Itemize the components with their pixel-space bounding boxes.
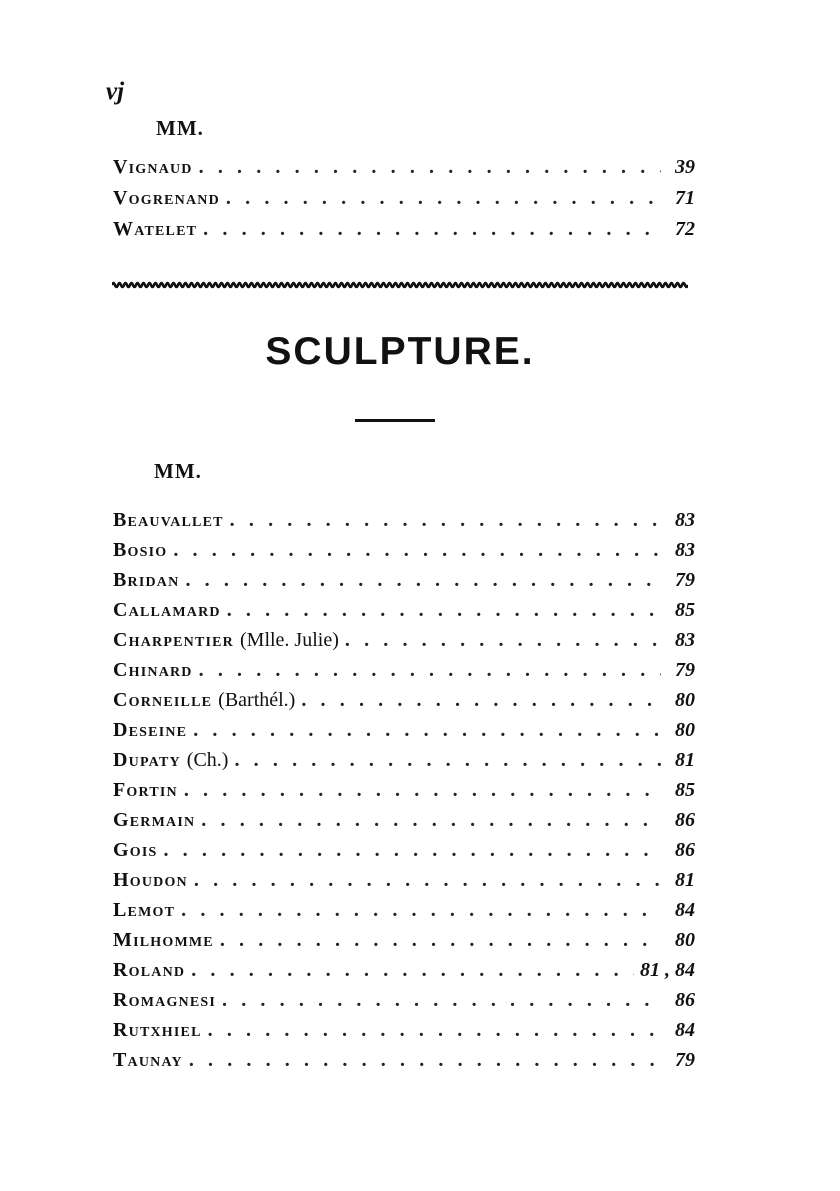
dot-leader	[189, 1045, 661, 1075]
entry-name: Roland	[113, 959, 186, 981]
entry-name: Bridan	[113, 569, 180, 591]
entry-name: Callamard	[113, 599, 221, 621]
index-entry	[113, 715, 695, 745]
index-entry	[113, 1045, 695, 1075]
entry-page: 83	[675, 539, 695, 561]
entry-name: Dupaty	[113, 749, 181, 771]
entry-name: Vignaud	[113, 156, 193, 178]
dot-leader	[222, 985, 661, 1015]
index-entry	[113, 183, 695, 214]
index-entry	[113, 925, 695, 955]
index-entry	[113, 1015, 695, 1045]
dot-leader	[173, 535, 661, 565]
index-entry	[113, 955, 695, 985]
entry-page: 84	[675, 899, 695, 921]
entry-page: 85	[675, 599, 695, 621]
entry-name: Lemot	[113, 899, 176, 921]
dot-leader	[184, 775, 661, 805]
dot-leader	[234, 745, 661, 775]
entry-name: Houdon	[113, 869, 188, 891]
dot-leader	[199, 152, 661, 183]
page-folio: vj	[106, 78, 125, 105]
entry-page: 80	[675, 719, 695, 741]
entry-name: Charpentier	[113, 629, 234, 651]
entry-page: 80	[675, 929, 695, 951]
entry-page: 83	[675, 509, 695, 531]
dot-leader	[194, 865, 661, 895]
entry-qualifier: (Mlle. Julie)	[240, 629, 339, 651]
entry-name: Fortin	[113, 779, 178, 801]
entry-name: Romagnesi	[113, 989, 217, 1011]
entry-name: Corneille	[113, 689, 213, 711]
dot-leader	[199, 655, 661, 685]
dot-leader	[193, 715, 661, 745]
dot-leader	[345, 625, 661, 655]
index-entry	[113, 505, 695, 535]
entry-name: Deseine	[113, 719, 188, 741]
dot-leader	[220, 925, 661, 955]
index-entry	[113, 595, 695, 625]
entry-page: 79	[675, 659, 695, 681]
index-entry	[113, 895, 695, 925]
entry-page: 86	[675, 989, 695, 1011]
entry-page: 81	[675, 749, 695, 771]
section-heading-sculpture: MM.	[154, 459, 202, 483]
index-entry	[113, 775, 695, 805]
entry-name: Rutxhiel	[113, 1019, 202, 1041]
entry-page: 79	[675, 569, 695, 591]
index-entry	[113, 625, 695, 655]
entry-name: Beauvallet	[113, 509, 224, 531]
entry-page: 83	[675, 629, 695, 651]
entry-page: 81 , 84	[640, 959, 695, 981]
entry-page: 86	[675, 809, 695, 831]
index-entry	[113, 214, 695, 245]
entry-name: Germain	[113, 809, 196, 831]
dot-leader	[201, 805, 661, 835]
index-entry	[113, 565, 695, 595]
entry-page: 81	[675, 869, 695, 891]
ornamental-wavy-rule	[112, 280, 688, 290]
section-title-sculpture: SCULPTURE.	[265, 330, 535, 373]
entry-name: Milhomme	[113, 929, 214, 951]
index-entry	[113, 985, 695, 1015]
entry-page: 80	[675, 689, 695, 711]
dot-leader	[185, 565, 661, 595]
dot-leader	[301, 685, 661, 715]
entry-qualifier: (Ch.)	[186, 749, 229, 771]
index-entry	[113, 535, 695, 565]
dot-leader	[181, 895, 661, 925]
index-entry	[113, 865, 695, 895]
index-entry	[113, 685, 695, 715]
index-entry	[113, 152, 695, 183]
entry-name: Chinard	[113, 659, 193, 681]
top-entry-list	[113, 152, 695, 245]
index-entry	[113, 835, 695, 865]
sculpture-entry-list	[113, 505, 695, 1075]
entry-page: 86	[675, 839, 695, 861]
entry-name: Gois	[113, 839, 158, 861]
entry-page: 79	[675, 1049, 695, 1071]
index-entry	[113, 655, 695, 685]
dot-leader	[226, 183, 661, 214]
entry-page: 85	[675, 779, 695, 801]
entry-qualifier: (Barthél.)	[218, 689, 296, 711]
dot-leader	[230, 505, 661, 535]
index-entry	[113, 745, 695, 775]
entry-page: 71	[675, 187, 695, 209]
entry-name: Watelet	[113, 218, 198, 240]
dot-leader	[191, 955, 634, 985]
entry-name: Vogrenand	[113, 187, 220, 209]
entry-name: Bosio	[113, 539, 168, 561]
title-underline-rule	[355, 419, 435, 422]
section-heading-top: MM.	[156, 116, 204, 140]
dot-leader	[208, 1015, 661, 1045]
entry-page: 39	[675, 156, 695, 178]
entry-name: Taunay	[113, 1049, 183, 1071]
entry-page: 84	[675, 1019, 695, 1041]
index-entry	[113, 805, 695, 835]
dot-leader	[203, 214, 661, 245]
entry-page: 72	[675, 218, 695, 240]
dot-leader	[227, 595, 661, 625]
dot-leader	[163, 835, 661, 865]
